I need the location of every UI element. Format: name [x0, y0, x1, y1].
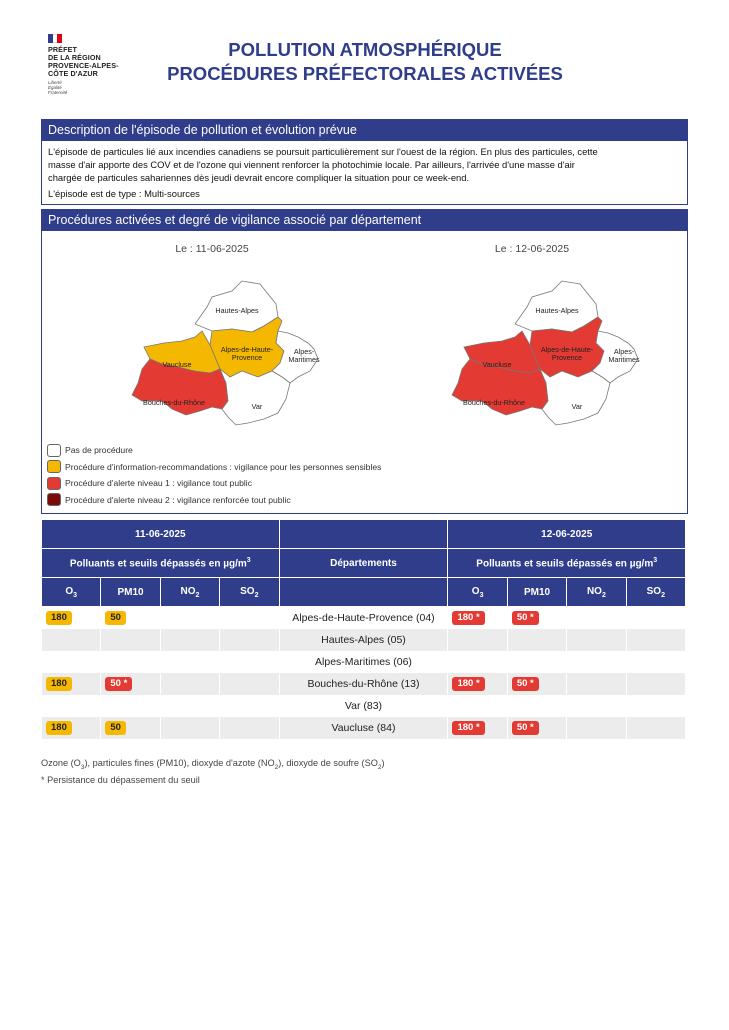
value-badge: 50 [105, 721, 126, 735]
map-legend [47, 442, 381, 508]
description-line: chargée de particules sahariennes dès jeudi devrait encore compliquer la situation pour ce week-end. [48, 172, 470, 183]
label-am-2: Maritimes [608, 355, 640, 364]
legend-label: Procédure d'alerte niveau 1 : vigilance tout public [65, 478, 252, 489]
footnote-pollutants: Ozone $(O_3)$, particules fines (PM10), dioxyde d'azote $(NO_2)$, dioxyde de soufre $(SO_2)$ [41, 758, 385, 771]
col-so2: $SO_2$ [220, 578, 278, 607]
procedures-heading: Procédures activées et degré de vigilance associé par département [42, 210, 687, 231]
region-map-2 [402, 259, 662, 449]
value-badge: 180 [46, 611, 72, 625]
pollutants-header-2: Polluants et seuils dépassés en $\mu g/m^3$ [448, 549, 685, 578]
label-vaucluse: Vaucluse [482, 360, 512, 369]
department-name: Alpes-Maritimes (06) [315, 656, 412, 668]
col-so2: $SO_2$ [627, 578, 685, 607]
logo-line: PRÉFET [48, 45, 77, 54]
value-badge: 50 * [512, 721, 539, 735]
table-row [42, 607, 685, 629]
value-badge: 180 * [452, 721, 484, 735]
value-badge: 180 * [452, 677, 484, 691]
pollutants-header-1: Polluants et seuils dépassés en $\mu g/m^3$ [42, 549, 279, 578]
label-am-1: Alpes- [293, 347, 315, 356]
table-row [42, 717, 685, 739]
table-row [42, 629, 685, 651]
logo-line: PROVENCE-ALPES- [48, 61, 119, 70]
dept-var [540, 369, 610, 425]
legend-label: Pas de procédure [65, 445, 133, 456]
description-line: L'épisode de particules lié aux incendies canadiens se poursuit particulièrement sur l'ouest de la région. En plus des particules, cette [48, 146, 598, 157]
logo-line: DE LA RÉGION [48, 53, 101, 62]
map-date: Le : 11-06-2025 [175, 243, 249, 255]
title-line-2: PROCÉDURES PRÉFECTORALES ACTIVÉES [167, 63, 563, 84]
department-name: Bouches-du-Rhône (13) [280, 673, 448, 695]
col-o3: $O_3$ [42, 578, 100, 607]
episode-type: L'épisode est de type : Multi-sources [48, 188, 200, 199]
dept-var [220, 369, 290, 425]
label-ahp-2: Provence [551, 353, 583, 362]
procedures-section [41, 209, 688, 514]
label-hautes-alpes: Hautes-Alpes [535, 306, 579, 315]
value-badge: 50 [105, 611, 126, 625]
pollutants-table [41, 520, 686, 739]
legend-item [47, 492, 381, 509]
region-map-1 [82, 259, 342, 449]
departments-header: Départements [280, 549, 448, 578]
label-ahp-1: Alpes-de-Haute- [220, 345, 274, 354]
table-row [42, 695, 685, 717]
french-flag-icon [48, 34, 62, 43]
department-name: Hautes-Alpes (05) [280, 629, 448, 651]
description-section [41, 119, 688, 205]
map-date: Le : 12-06-2025 [494, 243, 570, 255]
col-o3: $O_3$ [448, 578, 506, 607]
col-no2: $NO_2$ [567, 578, 625, 607]
legend-label: Procédure d'alerte niveau 2 : vigilance renforcée tout public [65, 494, 291, 505]
label-var: Var [251, 402, 263, 411]
label-vaucluse: Vaucluse [162, 360, 192, 369]
map-day-2 [402, 231, 662, 441]
label-am-2: Maritimes [288, 355, 320, 364]
legend-item [47, 459, 381, 476]
logo-motto: Égalité [48, 85, 62, 90]
page-title [130, 38, 600, 86]
map-day-1 [82, 231, 342, 441]
label-am-1: Alpes- [613, 347, 635, 356]
date-header-1: 11-06-2025 [42, 520, 279, 549]
col-blank [280, 578, 448, 607]
legend-swatch-none [47, 444, 61, 457]
label-hautes-alpes: Hautes-Alpes [215, 306, 259, 315]
department-name: Alpes-de-Haute-Provence (04) [292, 612, 435, 624]
col-pm10: PM10 [101, 578, 159, 607]
value-badge: 50 * [105, 677, 132, 691]
footnote-persistence: * Persistance du dépassement du seuil [41, 774, 200, 785]
description-heading: Description de l'épisode de pollution et évolution prévue [42, 120, 687, 141]
value-badge: 50 * [512, 677, 539, 691]
legend-label: Procédure d'information-recommandations : vigilance pour les personnes sensibles [65, 461, 382, 472]
col-pm10: PM10 [508, 578, 566, 607]
value-badge: 180 * [452, 611, 484, 625]
label-var: Var [571, 402, 583, 411]
prefecture-logo [48, 34, 138, 95]
logo-line: CÔTE D'AZUR [48, 69, 98, 78]
legend-item [47, 475, 381, 492]
title-line-1: POLLUTION ATMOSPHÉRIQUE [228, 39, 502, 60]
blank-header [280, 520, 448, 549]
label-bdr: Bouches-du-Rhône [143, 398, 205, 407]
label-ahp-1: Alpes-de-Haute- [540, 345, 594, 354]
description-line: masse d'air apporte des COV et de l'ozone qui viennent renforcer la photochimie locale. Par ailleurs, l'arrivée d'une masse d'air [48, 159, 575, 170]
legend-item [47, 442, 381, 459]
logo-motto: Liberté [48, 80, 62, 85]
value-badge: 180 [46, 677, 72, 691]
logo-motto: Fraternité [48, 90, 68, 95]
department-name: Vaucluse (84) [280, 717, 448, 739]
value-badge: 180 [46, 721, 72, 735]
label-ahp-2: Provence [231, 353, 263, 362]
legend-swatch-alert2 [47, 493, 61, 506]
value-badge: 50 * [512, 611, 539, 625]
legend-swatch-alert1 [47, 477, 61, 490]
department-name: Var (83) [344, 700, 383, 712]
table-row [42, 673, 685, 695]
col-no2: $NO_2$ [161, 578, 219, 607]
table-row [42, 651, 685, 673]
label-bdr: Bouches-du-Rhône [463, 398, 525, 407]
footnotes [41, 757, 385, 786]
legend-swatch-info [47, 460, 61, 473]
date-header-2: 12-06-2025 [448, 520, 685, 549]
